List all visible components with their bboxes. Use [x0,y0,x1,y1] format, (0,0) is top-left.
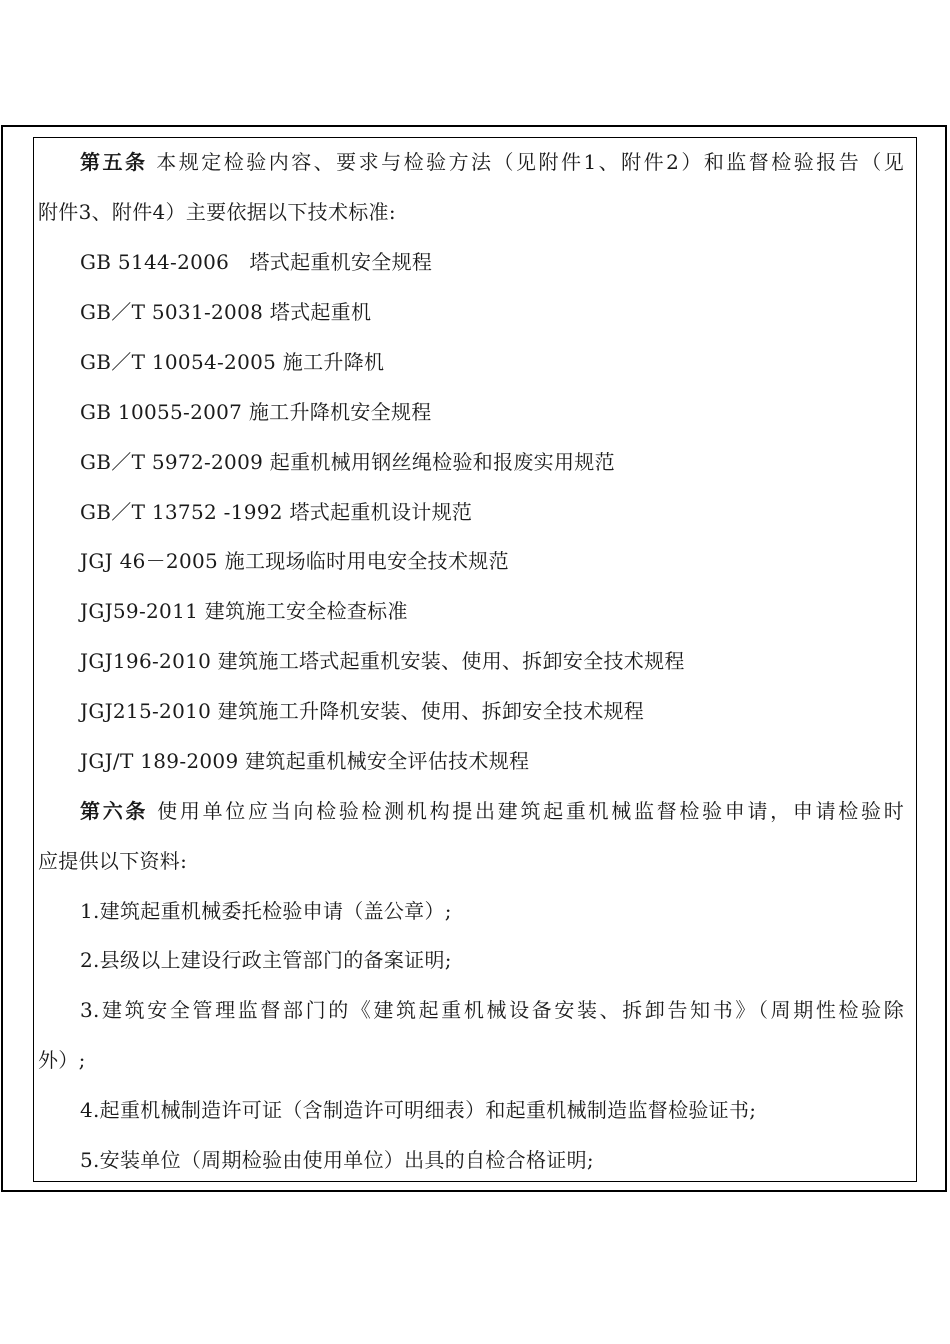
material-item-1: 1.建筑起重机械委托检验申请（盖公章）; [80,899,452,923]
article6-line2: 应提供以下资料: [38,849,188,873]
standard-item: JGJ196-2010 建筑施工塔式起重机安装、使用、拆卸安全技术规程 [80,649,685,673]
material-item-3-cont: 外）; [38,1048,86,1072]
standard-item: GB／T 10054-2005 施工升降机 [80,350,385,374]
article5-line1 [80,150,904,174]
material-item-3: 3.建筑安全管理监督部门的《建筑起重机械设备安装、拆卸告知书》（周期性检验除 [80,998,904,1022]
article6-text: 使用单位应当向检验检测机构提出建筑起重机械监督检验申请，申请检验时 [148,799,905,823]
material-item-2: 2.县级以上建设行政主管部门的备案证明; [80,948,452,972]
standard-item: JGJ 46－2005 施工现场临时用电安全技术规范 [80,549,509,573]
standard-item: GB／T 13752 -1992 塔式起重机设计规范 [80,500,473,524]
standard-item: GB 10055-2007 施工升降机安全规程 [80,400,432,424]
standard-item: GB／T 5972-2009 起重机械用钢丝绳检验和报废实用规范 [80,450,615,474]
standard-item: GB 5144-2006 塔式起重机安全规程 [80,250,433,274]
article5-line2: 附件3、附件4）主要依据以下技术标准: [38,200,396,224]
standard-item: JGJ215-2010 建筑施工升降机安装、使用、拆卸安全技术规程 [80,699,645,723]
article6-line1 [80,799,904,823]
article5-heading: 第五条 [80,150,148,174]
standard-item: JGJ/T 189-2009 建筑起重机械安全评估技术规程 [80,749,530,773]
standard-item: GB／T 5031-2008 塔式起重机 [80,300,372,324]
article5-text: 本规定检验内容、要求与检验方法（见附件1、附件2）和监督检验报告（见 [147,150,904,174]
article6-heading: 第六条 [80,799,149,823]
material-item-4: 4.起重机械制造许可证（含制造许可明细表）和起重机械制造监督检验证书; [80,1098,757,1122]
material-item-5: 5.安装单位（周期检验由使用单位）出具的自检合格证明; [80,1148,594,1172]
standard-item: JGJ59-2011 建筑施工安全检查标准 [80,599,408,623]
